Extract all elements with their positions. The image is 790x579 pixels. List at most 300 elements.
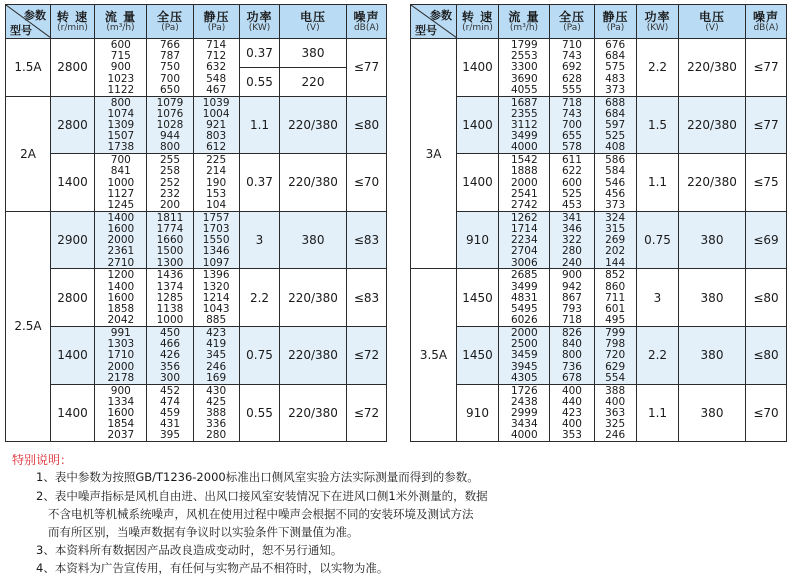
voltage-cell [280,154,347,211]
flow-value: 2042 [107,314,135,327]
static-pressure-value: 483 [605,72,626,85]
flow-value: 900 [110,61,131,74]
static-pressure-value: 1043 [202,302,230,315]
noise-cell [746,39,786,96]
voltage-cell [679,154,746,211]
note-line-1: 1、表中参数为按照GB/T1236-2000标准出口侧风室实验方法实际测量而得到的参数。 [36,470,479,484]
voltage-value: 220/380 [687,117,737,132]
data-rows [499,39,637,96]
noise-cell [347,39,386,96]
model-cell [6,39,51,97]
flow-value: 1122 [107,83,135,96]
total-pressure-value: 736 [561,360,582,373]
static-pressure-value: 714 [206,39,227,51]
flow-value: 2178 [107,371,135,384]
data-row [499,328,636,339]
flow-value: 3499 [510,280,538,293]
static-pressure-value: 169 [206,371,227,384]
data-rows [95,269,240,326]
flow-value: 1600 [107,291,135,304]
static-pressure-value: 419 [206,338,227,351]
data-rows [95,212,240,269]
total-pressure-value: 453 [561,198,582,211]
header-cell [51,5,95,38]
header-cell [457,5,499,38]
flow-value: 1799 [510,39,538,51]
note-line-6: 4、本资料为广告宣传用，有任何与实物产品不相符时，以实物为准。 [36,561,389,575]
speed-cell [457,327,499,384]
header-cell [679,5,746,38]
total-pressure-value: 787 [159,50,180,63]
total-pressure-value: 400 [561,384,582,397]
data-row [499,386,636,397]
static-pressure-value: 400 [605,395,626,408]
total-pressure-value: 1811 [156,211,184,224]
flow-value: 2000 [107,360,135,373]
flow-value: 3945 [510,360,538,373]
total-pressure-value: 718 [561,96,582,109]
header-unit: (V) [705,23,719,33]
flow-value: 1854 [107,418,135,431]
noise-cell [746,154,786,211]
total-pressure-value: 1000 [156,314,184,327]
data-row [499,315,636,326]
noise-value: ≤83 [353,233,380,248]
flow-value: 1687 [510,96,538,109]
static-pressure-value: 554 [605,371,626,384]
noise-value: ≤72 [353,405,380,420]
flow-value: 5495 [510,302,538,315]
voltage-cell [280,97,347,154]
data-row [499,40,636,51]
flow-value: 2000 [510,327,538,339]
speed-cell [51,154,95,211]
data-row [499,51,636,62]
speed-block [457,154,786,212]
header-label: 流 量 [508,10,540,24]
note-line-2: 2、表中噪声指标是风机自由进、出风口接风室安装情况下在进风口侧1米外测量的，数据 [36,489,488,503]
static-pressure-value: 1757 [202,211,230,224]
total-pressure-value: 900 [561,269,582,282]
flow-value: 600 [110,39,131,51]
power-value: 3 [255,233,264,248]
static-pressure-value: 408 [605,141,626,154]
data-row [95,419,239,430]
speed-value: 1400 [462,175,493,190]
voltage-cell [280,39,347,96]
static-pressure-value: 467 [206,83,227,96]
data-row [499,166,636,177]
flow-value: 3690 [510,72,538,85]
power-value: 0.55 [246,75,273,90]
speed-value: 2800 [57,290,88,305]
header-cell [499,5,550,38]
header-unit: dB(A) [753,23,779,33]
data-row [95,282,239,293]
speed-cell [51,39,95,96]
speed-value: 1400 [57,175,88,190]
header-label: 全压 [558,10,585,24]
total-pressure-value: 341 [561,211,582,224]
data-row [95,315,239,326]
static-pressure-value: 430 [206,384,227,397]
static-pressure-value: 373 [605,83,626,96]
power-value: 0.37 [246,175,273,190]
header-corner-param: 参数 [24,9,46,22]
data-row [499,246,636,257]
flow-value: 1542 [510,154,538,167]
static-pressure-value: 885 [206,314,227,327]
static-pressure-value: 214 [206,165,227,178]
static-pressure-value: 345 [206,349,227,362]
total-pressure-value: 718 [561,314,582,327]
data-row [95,62,239,73]
flow-value: 1023 [107,72,135,85]
static-pressure-value: 852 [605,269,626,282]
flow-value: 2541 [510,187,538,200]
static-pressure-value: 373 [605,198,626,211]
speed-block [51,327,386,385]
total-pressure-value: 1374 [156,280,184,293]
header-cell [95,5,147,38]
voltage-value: 220/380 [687,60,737,75]
data-row [499,224,636,235]
speed-value: 1450 [462,290,493,305]
flow-value: 4000 [510,429,538,442]
flow-value: 841 [110,165,131,178]
flow-value: 715 [110,50,131,63]
header-unit: (m³/h) [509,23,539,33]
static-pressure-value: 423 [206,327,227,339]
static-pressure-value: 1550 [202,234,230,247]
header-unit: (V) [306,23,320,33]
header-unit: (Pa) [207,23,226,33]
power-value: 1.1 [249,117,270,132]
power-cell [240,385,280,442]
static-pressure-value: 629 [605,360,626,373]
power-cell [240,97,280,154]
static-pressure-value: 1320 [202,280,230,293]
total-pressure-value: 692 [561,61,582,74]
data-row [95,85,239,96]
data-row [95,109,239,120]
flow-value: 1710 [107,349,135,362]
total-pressure-value: 793 [561,302,582,315]
model-cell [411,39,457,269]
speed-value: 1400 [462,117,493,132]
data-row [95,155,239,166]
total-pressure-value: 710 [561,39,582,51]
data-row [95,40,239,51]
data-row [499,339,636,350]
voltage-cell [280,385,347,442]
header-unit: (m³/h) [106,23,135,33]
total-pressure-value: 232 [159,187,180,200]
data-row [499,98,636,109]
flow-value: 3434 [510,418,538,431]
total-pressure-value: 800 [159,141,180,154]
total-pressure-value: 678 [561,371,582,384]
total-pressure-value: 766 [159,39,180,51]
static-pressure-value: 712 [206,50,227,63]
total-pressure-value: 826 [561,327,582,339]
header-unit: (r/min) [462,23,493,33]
flow-value: 1000 [107,176,135,189]
total-pressure-value: 200 [159,198,180,211]
data-row [499,430,636,441]
noise-cell [347,385,386,442]
speed-cell [51,327,95,384]
header-label: 功率 [246,10,273,24]
data-row [95,373,239,384]
voltage-value: 380 [700,233,724,248]
static-pressure-value: 601 [605,302,626,315]
data-row [499,258,636,269]
static-pressure-value: 363 [605,406,626,419]
total-pressure-value: 322 [561,234,582,247]
total-pressure-value: 426 [159,349,180,362]
header-label: 全压 [156,10,183,24]
table-header [411,5,786,39]
static-pressure-value: 1097 [202,256,230,269]
data-row [95,189,239,200]
static-pressure-value: 548 [206,72,227,85]
total-pressure-value: 423 [561,406,582,419]
static-pressure-value: 597 [605,118,626,131]
noise-value: ≤69 [753,233,779,248]
noise-cell [347,212,386,269]
flow-value: 4831 [510,291,538,304]
noise-value: ≤80 [753,348,779,363]
voltage-value: 220/380 [288,348,338,363]
static-pressure-value: 546 [605,176,626,189]
static-pressure-value: 153 [206,187,227,200]
flow-value: 1400 [107,280,135,293]
data-row [499,131,636,142]
data-row [95,362,239,373]
speed-value: 2900 [57,233,88,248]
total-pressure-value: 525 [561,187,582,200]
total-pressure-value: 1138 [156,302,184,315]
power-cell [240,39,280,96]
flow-value: 1262 [510,211,538,224]
total-pressure-value: 1285 [156,291,184,304]
flow-value: 1726 [510,384,538,397]
data-row [499,408,636,419]
power-cell [240,212,280,269]
speed-cell [457,154,499,211]
total-pressure-value: 474 [159,395,180,408]
total-pressure-value: 252 [159,176,180,189]
noise-value: ≤77 [353,60,380,75]
voltage-value: 220/380 [288,405,338,420]
power-value: 0.55 [246,405,273,420]
total-pressure-value: 395 [159,429,180,442]
power-cell [240,327,280,384]
data-rows [499,154,637,211]
data-rows [499,212,637,269]
speed-cell [457,39,499,96]
static-pressure-value: 586 [605,154,626,167]
total-pressure-value: 743 [561,50,582,63]
data-row [95,51,239,62]
flow-value: 1507 [107,130,135,143]
note-line-3: 不含电机等机械系统噪声，风机在使用过程中噪声会根据不同的安装环境及测试方法 [48,507,474,521]
noise-cell [746,269,786,326]
data-row [499,178,636,189]
flow-value: 4305 [510,371,538,384]
static-pressure-value: 860 [605,280,626,293]
voltage-cell [679,212,746,269]
static-pressure-value: 246 [605,429,626,442]
data-row [95,430,239,441]
speed-value: 2800 [57,117,88,132]
data-row [499,120,636,131]
data-row [499,304,636,315]
power-value: 0.75 [246,348,273,363]
data-row [499,74,636,85]
data-row [95,339,239,350]
header-cell [637,5,679,38]
data-rows [95,97,240,154]
header-cell [347,5,386,38]
static-pressure-value: 575 [605,61,626,74]
header-cell [550,5,595,38]
total-pressure-value: 1660 [156,234,184,247]
flow-value: 2553 [510,50,538,63]
data-row [95,258,239,269]
flow-value: 2234 [510,234,538,247]
speed-block [457,97,786,155]
total-pressure-value: 431 [159,418,180,431]
right-spec-table [410,4,787,442]
total-pressure-value: 1500 [156,245,184,258]
static-pressure-value: 921 [206,118,227,131]
static-pressure-value: 1039 [202,96,230,109]
static-pressure-value: 246 [206,360,227,373]
flow-value: 1600 [107,406,135,419]
power-cell [637,327,679,384]
flow-value: 3300 [510,61,538,74]
total-pressure-value: 459 [159,406,180,419]
data-row [95,200,239,211]
total-pressure-value: 1028 [156,118,184,131]
data-row [499,213,636,224]
static-pressure-value: 144 [605,256,626,269]
total-pressure-value: 743 [561,107,582,120]
data-row [95,270,239,281]
static-pressure-value: 632 [206,61,227,74]
flow-value: 1888 [510,165,538,178]
flow-value: 800 [110,96,131,109]
speed-cell [51,269,95,326]
data-row [95,328,239,339]
flow-value: 2000 [510,176,538,189]
noise-cell [347,269,386,326]
data-rows [499,385,637,442]
total-pressure-value: 452 [159,384,180,397]
flow-value: 2500 [510,338,538,351]
static-pressure-value: 676 [605,39,626,51]
static-pressure-value: 280 [206,429,227,442]
static-pressure-value: 711 [605,291,626,304]
noise-cell [746,97,786,154]
total-pressure-value: 578 [561,141,582,154]
data-row [95,386,239,397]
header-label: 静压 [203,10,230,24]
static-pressure-value: 269 [605,234,626,247]
header-cell [595,5,637,38]
noise-value: ≤80 [753,290,779,305]
noise-cell [746,327,786,384]
power-cell [637,212,679,269]
flow-value: 1309 [107,118,135,131]
flow-value: 1245 [107,198,135,211]
data-row [95,304,239,315]
data-row [95,408,239,419]
flow-value: 3006 [510,256,538,269]
speed-value: 1400 [462,60,493,75]
static-pressure-value: 324 [605,211,626,224]
total-pressure-value: 700 [561,118,582,131]
speed-block [457,269,786,327]
speed-block [51,385,386,443]
data-rows [95,327,240,384]
header-cell [194,5,240,38]
data-row [499,293,636,304]
static-pressure-value: 684 [605,107,626,120]
flow-value: 2438 [510,395,538,408]
static-pressure-value: 798 [605,338,626,351]
model-name: 2.5A [14,319,42,334]
flow-value: 1738 [107,141,135,154]
static-pressure-value: 388 [605,384,626,397]
total-pressure-value: 622 [561,165,582,178]
data-row [499,350,636,361]
flow-value: 4000 [510,141,538,154]
speed-cell [51,385,95,442]
static-pressure-value: 336 [206,418,227,431]
data-row [95,224,239,235]
total-pressure-value: 346 [561,222,582,235]
data-row [95,213,239,224]
flow-value: 1334 [107,395,135,408]
speed-cell [457,212,499,269]
voltage-value: 380 [700,290,724,305]
data-row [499,62,636,73]
header-cell [240,5,280,38]
flow-value: 2704 [510,245,538,258]
noise-value: ≤80 [353,117,380,132]
power-value: 1.1 [647,175,668,190]
header-label: 电压 [299,10,326,24]
static-pressure-value: 525 [605,130,626,143]
voltage-value: 220/380 [288,117,338,132]
power-cell [637,97,679,154]
noise-cell [347,327,386,384]
header-label: 流 量 [104,10,137,24]
flow-value: 2361 [107,245,135,258]
power-cell [637,39,679,96]
data-row [95,131,239,142]
total-pressure-value: 700 [159,72,180,85]
total-pressure-value: 867 [561,291,582,304]
header-label: 电压 [698,10,725,24]
voltage-cell [679,385,746,442]
static-pressure-value: 1396 [202,269,230,282]
data-rows [95,154,240,211]
noise-value: ≤77 [753,117,779,132]
